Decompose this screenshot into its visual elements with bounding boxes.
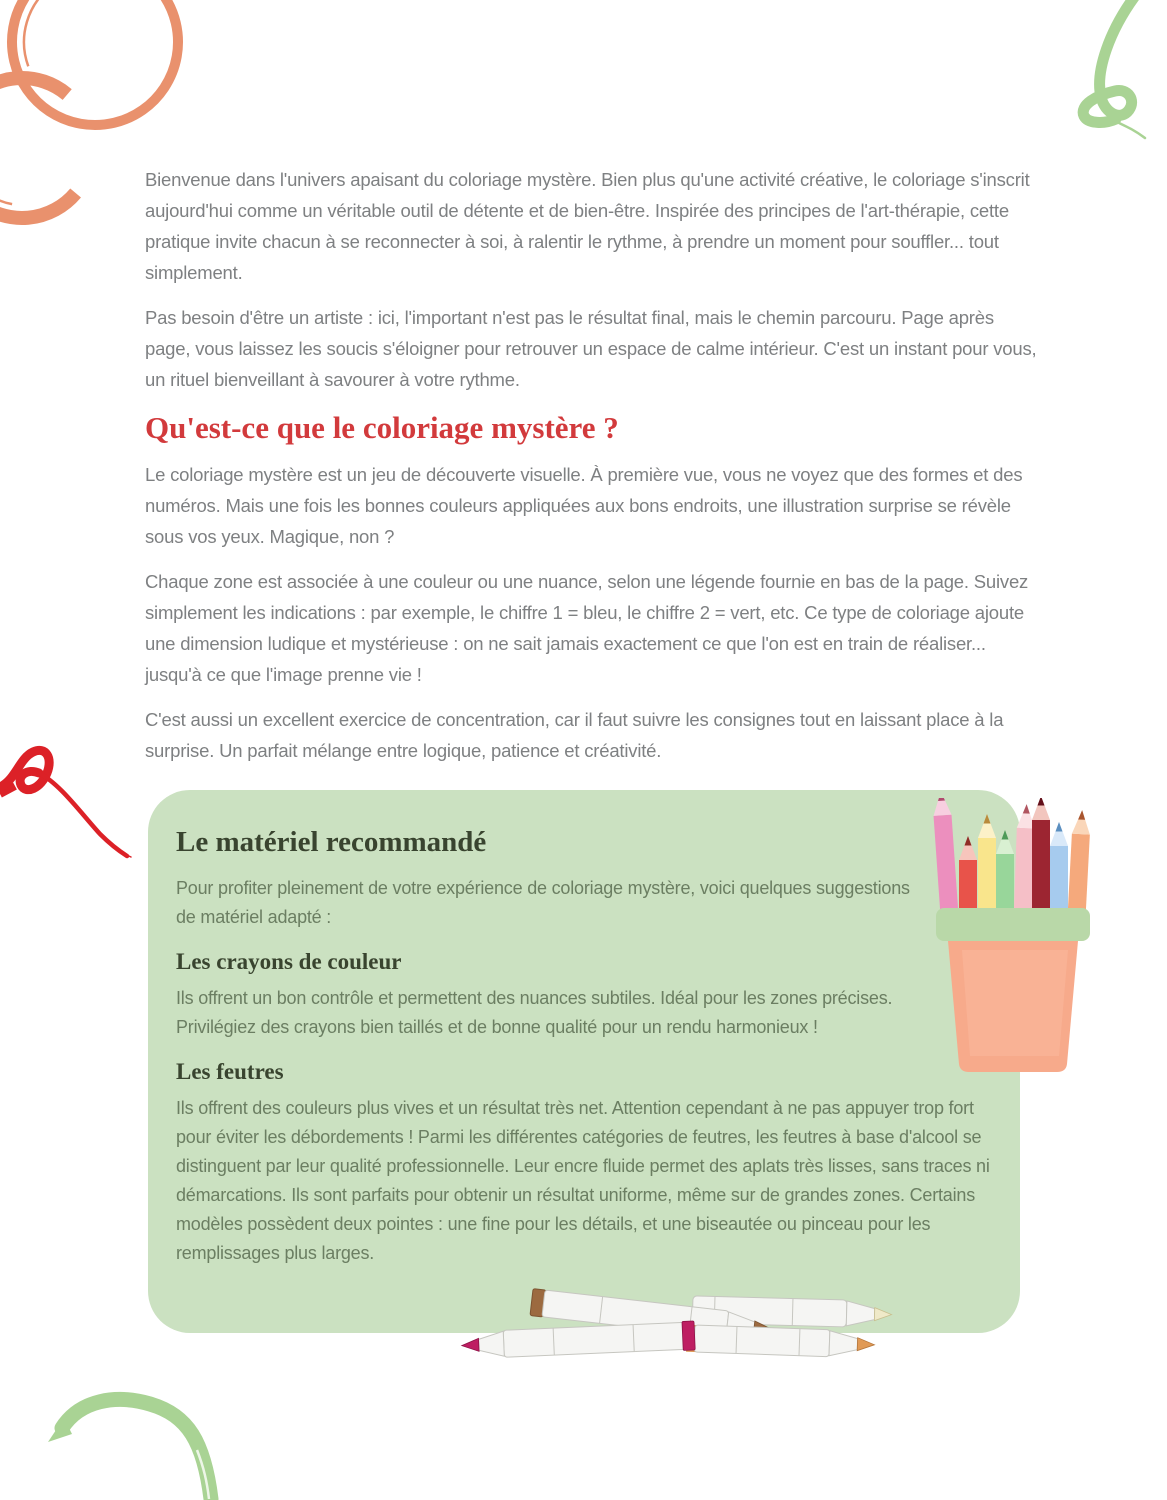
green-arc-doodle-icon: [40, 1382, 260, 1500]
section-paragraph-3: C'est aussi un excellent exercice de concentration, car il faut suivre les consignes tout en laissant place à la surprise. Un parfait mélange entre logique, patience et créativité.: [145, 709, 1004, 761]
material-box-title: Le matériel recommandé: [176, 826, 487, 858]
section-paragraph-2: Chaque zone est associée à une couleur ou une nuance, selon une légende fournie en bas de la page. Suivez simplement les indications : par exemple, le chiffre 1 = bleu, le chiffre 2 = vert, etc. Ce type de coloriage ajoute une dimension ludique et mystérieuse : on ne sait jamais exactement ce que l'on est en train de réaliser... jusqu'à ce que l'image prenne vie !: [145, 571, 1029, 685]
material-box: [148, 790, 1020, 1333]
green-loop-doodle-icon: [1015, 0, 1167, 170]
markers-text: Ils offrent des couleurs plus vives et un résultat très net. Attention cependant à ne pas appuyer trop fort pour éviter les débordements ! Parmi les différentes catégories de feutres, les feutres à base d'alcool se distinguent par leur qualité professionnelle. Leur encre fluide permet des aplats très lisses, sans traces ni démarcations. Ils sont parfaits pour obtenir un résultat uniforme, même sur de grandes zones. Certains modèles possèdent deux pointes : une fine pour les détails, et une biseautée ou pinceau pour les remplissages plus larges.: [176, 1098, 990, 1263]
pencils-subheading: Les crayons de couleur: [176, 949, 402, 974]
section-heading: Qu'est-ce que le coloriage mystère ?: [145, 410, 619, 445]
intro-paragraph-1: Bienvenue dans l'univers apaisant du coloriage mystère. Bien plus qu'une activité créative, le coloriage s'inscrit aujourd'hui comme un véritable outil de détente et de bien-être. Inspirée des principes de l'art-thérapie, cette pratique invite chacun à se reconnecter à soi, à ralentir le rythme, à prendre un moment pour souffler... tout simplement.: [145, 169, 1030, 283]
material-box-intro: Pour profiter pleinement de votre expérience de coloriage mystère, voici quelques suggestions de matériel adapté :: [176, 878, 910, 927]
section-paragraph-1: Le coloriage mystère est un jeu de découverte visuelle. À première vue, vous ne voyez que des formes et des numéros. Mais une fois les bonnes couleurs appliquées aux bons endroits, une illustration surprise se révèle sous vos yeux. Magique, non ?: [145, 464, 1023, 547]
intro-paragraph-2: Pas besoin d'être un artiste : ici, l'important n'est pas le résultat final, mais le chemin parcouru. Page après page, vous laissez les soucis s'éloigner pour retrouver un espace de calme intérieur. C'est un instant pour vous, un rituel bienveillant à savourer à votre rythme.: [145, 307, 1037, 390]
markers-subheading: Les feutres: [176, 1059, 284, 1084]
red-loop-doodle-icon: [0, 726, 132, 876]
main-text-column: [145, 164, 1037, 780]
pencils-text: Ils offrent un bon contrôle et permettent des nuances subtiles. Idéal pour les zones précises. Privilégiez des crayons bien taillés et de bonne qualité pour un rendu harmonieux !: [176, 988, 893, 1037]
